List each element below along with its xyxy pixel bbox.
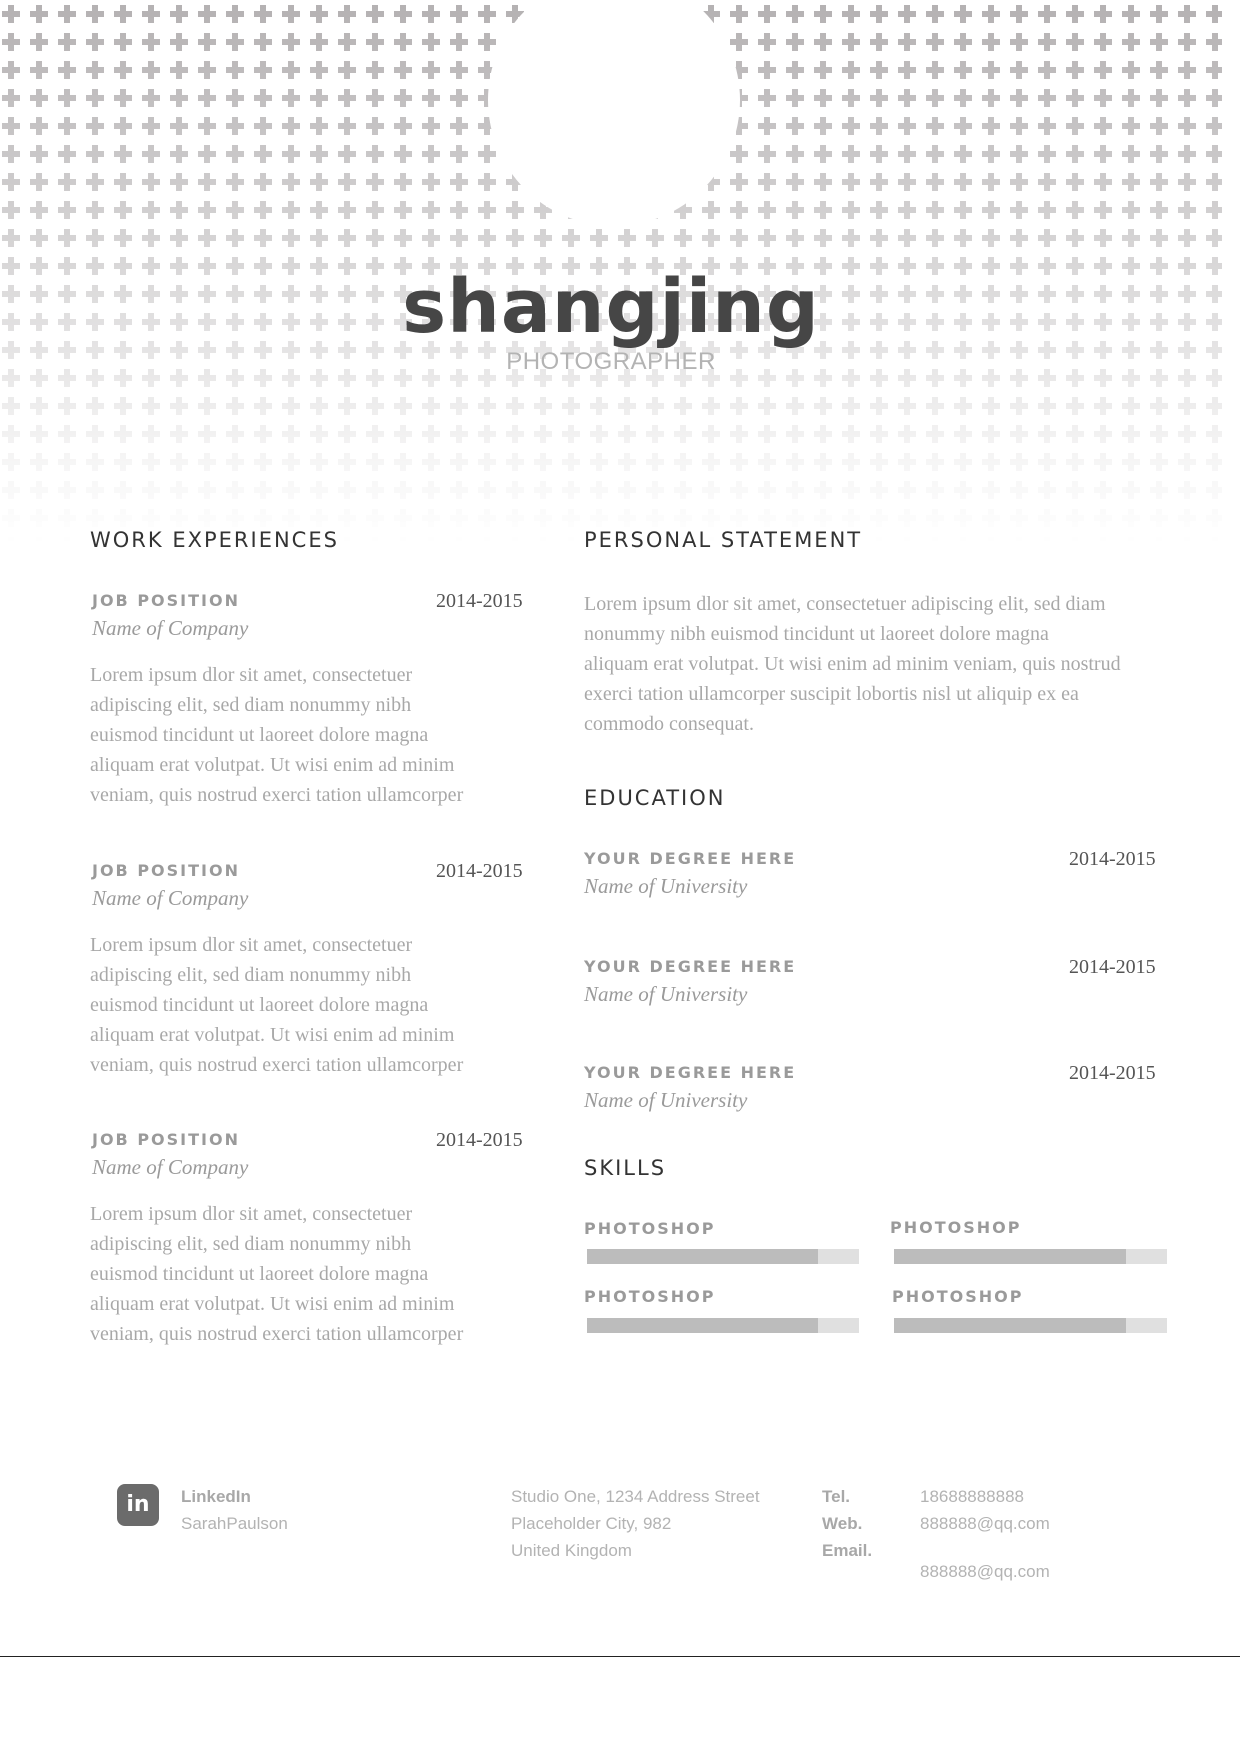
tel-value: 18688888888 bbox=[920, 1487, 1025, 1506]
company-name: Name of Company bbox=[92, 616, 249, 640]
web-label: Web. bbox=[822, 1514, 863, 1533]
university-name: Name of University bbox=[584, 982, 748, 1006]
skill-bar bbox=[587, 1318, 859, 1333]
job-position: JOB POSITION bbox=[92, 861, 240, 880]
skill-bar-fill bbox=[587, 1318, 818, 1333]
email-label: Email. bbox=[822, 1541, 873, 1560]
job-description: Lorem ipsum dlor sit amet, consectetuer adipiscing elit, sed diam nonummy nibh euismod tincidunt ut laoreet dolore magna aliquam erat volutpat. Ut wisi enim ad minim veniam, quis nostrud exerci tation ullamcorper bbox=[90, 1203, 464, 1345]
company-name: Name of Company bbox=[92, 886, 249, 910]
skill-bar-fill bbox=[894, 1318, 1126, 1333]
job-description: Lorem ipsum dlor sit amet, consectetuer adipiscing elit, sed diam nonummy nibh euismod tincidunt ut laoreet dolore magna aliquam erat volutpat. Ut wisi enim ad minim veniam, quis nostrud exerci tation ullamcorper bbox=[90, 664, 464, 806]
skill-label: PHOTOSHOP bbox=[584, 1287, 716, 1306]
degree-date: 2014-2015 bbox=[1069, 848, 1156, 870]
skill-bar bbox=[587, 1249, 859, 1264]
linkedin-username[interactable]: SarahPaulson bbox=[181, 1514, 288, 1533]
degree-date: 2014-2015 bbox=[1069, 1062, 1156, 1084]
skills-heading: SKILLS bbox=[584, 1156, 667, 1180]
skill-label: PHOTOSHOP bbox=[892, 1287, 1024, 1306]
job-position: JOB POSITION bbox=[92, 1130, 240, 1149]
linkedin-icon[interactable]: in bbox=[117, 1484, 159, 1526]
work-experiences-heading: WORK EXPERIENCES bbox=[90, 528, 339, 552]
degree-title: YOUR DEGREE HERE bbox=[584, 957, 797, 976]
skill-label: PHOTOSHOP bbox=[584, 1219, 716, 1238]
job-date: 2014-2015 bbox=[436, 1129, 523, 1151]
company-name: Name of Company bbox=[92, 1155, 249, 1179]
address: Studio One, 1234 Address Street Placeholder City, 982 United Kingdom bbox=[511, 1487, 760, 1560]
person-name: shangjing bbox=[402, 264, 820, 350]
email-value[interactable]: 888888@qq.com bbox=[920, 1562, 1050, 1581]
job-position: JOB POSITION bbox=[92, 591, 240, 610]
personal-statement-heading: PERSONAL STATEMENT bbox=[584, 528, 863, 552]
skill-bar bbox=[894, 1249, 1167, 1264]
person-role: PHOTOGRAPHER bbox=[506, 348, 716, 375]
skill-label: PHOTOSHOP bbox=[890, 1218, 1022, 1237]
degree-date: 2014-2015 bbox=[1069, 956, 1156, 978]
skill-bar-fill bbox=[894, 1249, 1126, 1264]
degree-title: YOUR DEGREE HERE bbox=[584, 1063, 797, 1082]
personal-statement-text: Lorem ipsum dlor sit amet, consectetuer adipiscing elit, sed diam nonummy nibh euismod tincidunt ut laoreet dolore magna aliquam erat volutpat. Ut wisi enim ad minim veniam, quis nostrud exerci tation ullamcorper suscipit lobortis nisl ut aliquip ex ea commodo consequat. bbox=[584, 593, 1121, 735]
degree-title: YOUR DEGREE HERE bbox=[584, 849, 797, 868]
skill-bar-fill bbox=[587, 1249, 818, 1264]
web-value[interactable]: 888888@qq.com bbox=[920, 1514, 1050, 1533]
tel-label: Tel. bbox=[822, 1487, 851, 1506]
linkedin-label: LinkedIn bbox=[181, 1487, 251, 1506]
job-date: 2014-2015 bbox=[436, 860, 523, 882]
skill-bar bbox=[894, 1318, 1167, 1333]
page-divider bbox=[0, 1656, 1240, 1657]
job-description: Lorem ipsum dlor sit amet, consectetuer adipiscing elit, sed diam nonummy nibh euismod tincidunt ut laoreet dolore magna aliquam erat volutpat. Ut wisi enim ad minim veniam, quis nostrud exerci tation ullamcorper bbox=[90, 934, 464, 1076]
education-heading: EDUCATION bbox=[584, 786, 726, 810]
job-date: 2014-2015 bbox=[436, 590, 523, 612]
university-name: Name of University bbox=[584, 1088, 748, 1112]
university-name: Name of University bbox=[584, 874, 748, 898]
